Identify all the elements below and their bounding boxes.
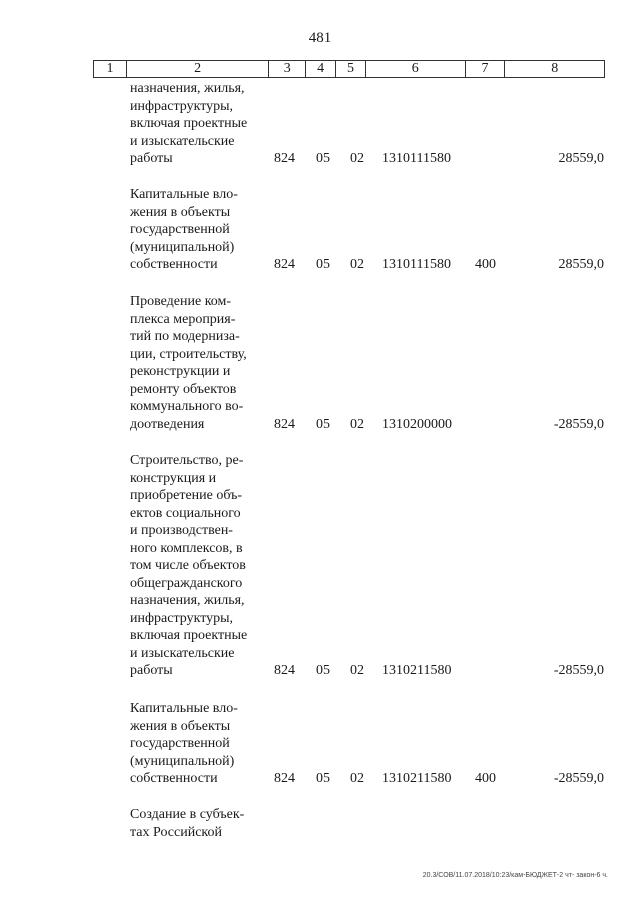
target-article-code: 1310200000 xyxy=(382,416,452,432)
header-col-6: 6 xyxy=(366,61,466,77)
section-code: 05 xyxy=(316,416,330,432)
expense-type-code: 400 xyxy=(475,257,496,272)
item-name-line: Проведение ком- xyxy=(130,294,232,309)
item-name-line: включая проектные xyxy=(130,628,248,643)
item-name-line: собственности xyxy=(130,771,218,786)
section-code: 05 xyxy=(316,257,330,272)
item-name-line: инфраструктуры, xyxy=(130,98,234,114)
item-name-line: общегражданского xyxy=(130,575,243,591)
table-row xyxy=(0,186,640,274)
item-name-line: конструкция и xyxy=(130,470,217,486)
item-name-line: включая проектные xyxy=(130,116,248,131)
target-article-code: 1310111580 xyxy=(382,257,451,272)
item-name-line: собственности xyxy=(130,257,218,272)
item-name xyxy=(130,186,255,274)
amount-value: -28559,0 xyxy=(553,663,604,678)
target-article-code: 1310211580 xyxy=(382,771,452,786)
item-name-line: приобретение объ- xyxy=(130,488,243,503)
item-name-line: коммунального во- xyxy=(130,399,244,414)
admin-code: 824 xyxy=(274,663,295,678)
admin-code: 824 xyxy=(274,151,295,166)
header-col-3: 3 xyxy=(269,61,306,77)
target-article-code: 1310211580 xyxy=(382,663,452,678)
item-name-line: тий по модерниза- xyxy=(130,329,240,344)
table-row xyxy=(0,80,640,168)
target-article-code: 1310111580 xyxy=(382,151,451,166)
item-name-line: Капитальные вло- xyxy=(130,187,238,202)
item-name-line: Создание в субъек- xyxy=(130,807,245,822)
item-name xyxy=(130,293,255,433)
section-code: 05 xyxy=(316,771,330,786)
item-name-line: плекса мероприя- xyxy=(130,311,236,327)
item-name-line: (муниципальной) xyxy=(130,753,235,769)
subsection-code: 02 xyxy=(350,257,364,272)
item-name-line: инфраструктуры, xyxy=(130,610,234,626)
item-name xyxy=(130,806,255,841)
item-name-line: (муниципальной) xyxy=(130,239,235,255)
item-name xyxy=(130,452,255,680)
admin-code: 824 xyxy=(274,257,295,272)
item-name-line: и производствен- xyxy=(130,523,233,538)
item-name-line: работы xyxy=(130,151,173,166)
item-name-line: жения в объекты xyxy=(130,718,231,734)
expense-type-code: 400 xyxy=(475,771,496,786)
header-col-1: 1 xyxy=(94,61,127,77)
item-name xyxy=(130,700,255,788)
item-name-line: государственной xyxy=(130,222,230,237)
subsection-code: 02 xyxy=(350,771,364,786)
table-header-row xyxy=(93,60,605,78)
subsection-code: 02 xyxy=(350,416,364,432)
subsection-code: 02 xyxy=(350,663,364,678)
item-name-line: работы xyxy=(130,663,173,678)
amount-value: -28559,0 xyxy=(553,771,604,786)
item-name-line: назначения, жилья, xyxy=(130,593,245,608)
item-name-line: Строительство, ре- xyxy=(130,453,244,468)
header-col-4: 4 xyxy=(306,61,336,77)
document-footer-code: 20.3/СОВ/11.07.2018/10:23/кам-БЮДЖЕТ-2 чт- закон-6 ч. xyxy=(422,872,608,879)
header-col-2: 2 xyxy=(127,61,269,77)
header-col-5: 5 xyxy=(336,61,366,77)
admin-code: 824 xyxy=(274,771,295,786)
item-name-line: ремонту объектов xyxy=(130,381,237,397)
amount-value: 28559,0 xyxy=(558,257,604,272)
subsection-code: 02 xyxy=(350,151,364,166)
item-name-line: реконструкции и xyxy=(130,364,231,379)
section-code: 05 xyxy=(316,151,330,166)
table-row xyxy=(0,293,640,433)
header-col-7: 7 xyxy=(466,61,506,77)
table-row xyxy=(0,452,640,680)
table-row xyxy=(0,700,640,788)
item-name-line: том числе объектов xyxy=(130,558,246,573)
item-name-line: и изыскательские xyxy=(130,133,235,149)
table-row xyxy=(0,806,640,841)
item-name-line: государственной xyxy=(130,736,230,751)
item-name-line: ного комплексов, в xyxy=(130,540,243,556)
item-name-line: и изыскательские xyxy=(130,645,235,661)
item-name-line: жения в объекты xyxy=(130,204,231,220)
amount-value: -28559,0 xyxy=(553,416,604,432)
page-number: 481 xyxy=(308,30,332,46)
item-name-line: ции, строительству, xyxy=(130,346,247,362)
header-col-8: 8 xyxy=(551,61,559,76)
admin-code: 824 xyxy=(274,416,295,432)
item-name-line: ектов социального xyxy=(130,505,241,521)
item-name xyxy=(130,80,255,168)
item-name-line: тах Российской xyxy=(130,824,222,840)
section-code: 05 xyxy=(316,663,330,678)
item-name-line: Капитальные вло- xyxy=(130,701,238,716)
item-name-line: доотведения xyxy=(130,416,205,432)
amount-value: 28559,0 xyxy=(558,151,604,166)
item-name-line: назначения, жилья, xyxy=(130,81,245,96)
